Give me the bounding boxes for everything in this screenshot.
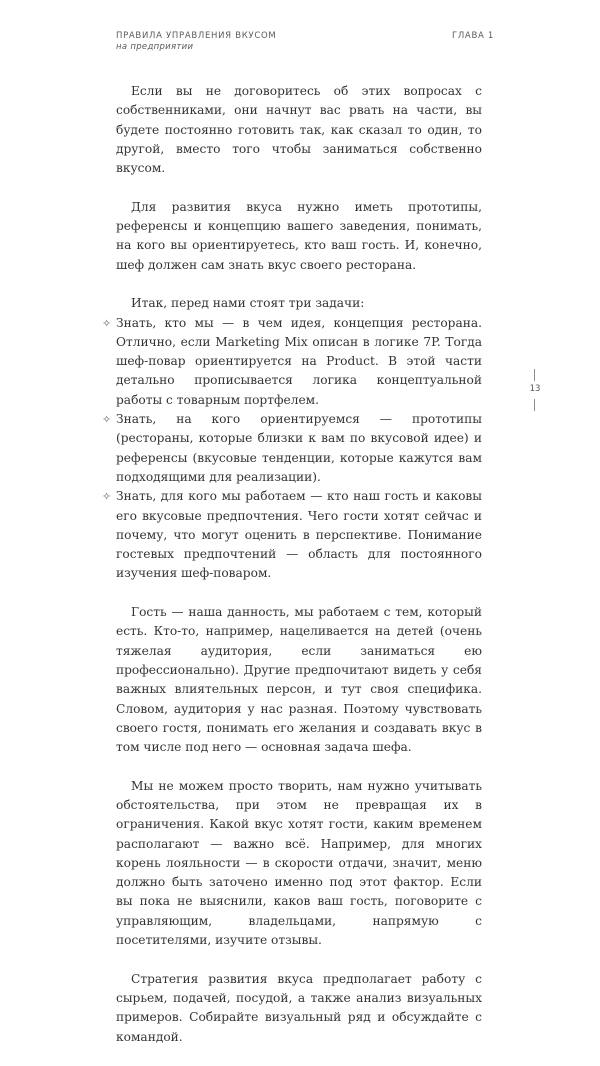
tasks-list bbox=[102, 314, 482, 584]
list-item bbox=[102, 314, 482, 410]
diamond-bullet-icon: ✧ bbox=[102, 316, 112, 330]
list-item-text: Знать, кто мы — в чем идея, концепция ресторана. Отлично, если Marketing Mix описан в логике 7P. Тогда шеф-повар ориентируется на Product. В этой части детально прописывается логика концептуальной работы с товарным портфелем. bbox=[116, 315, 482, 407]
page-number-marker bbox=[529, 369, 549, 429]
book-title: ПРАВИЛА УПРАВЛЕНИЯ ВКУСОМ bbox=[116, 31, 277, 41]
running-head bbox=[116, 31, 494, 61]
list-item-text: Знать, для кого мы работаем — кто наш гость и каковы его вкусовые предпочтения. Чего гости хотят сейчас и почему, что могут оценить в перспективе. Понимание гостевых предпочтений — область для постоянного изучения шеф-поваром. bbox=[116, 489, 482, 581]
tasks-intro: Итак, перед нами стоят три задачи: bbox=[131, 296, 365, 311]
list-item bbox=[102, 487, 482, 583]
paragraph: Гость — наша данность, мы работаем с тем, который есть. Кто-то, например, нацеливается на детей (очень тяжелая аудитория, если заниматься ею профессионально). Другие предпочитают видеть у себя важных влиятельных персон, и тут своя специфика. Словом, аудитория у нас разная. Поэтому чувствовать своего гостя, понимать его желания и создавать вкус в том числе под него — основная задача шефа. bbox=[116, 605, 482, 755]
page-body bbox=[102, 82, 482, 1066]
list-item bbox=[102, 410, 482, 487]
paragraph: Мы не можем просто творить, нам нужно учитывать обстоятельства, при этом не превращая их в ограничения. Какой вкус хотят гости, каким временем располагают — важно всё. Например, для многих корень лояльности — в скорости отдачи, значит, меню должно быть заточено именно под этот фактор. Если вы пока не выяснили, каков ваш гость, поговорите с управляющим, владельцами, напрямую с посетителями, изучите отзывы. bbox=[116, 778, 482, 948]
page-number: 13 bbox=[529, 384, 541, 394]
diamond-bullet-icon: ✧ bbox=[102, 490, 112, 504]
paragraph: Если вы не договоритесь об этих вопросах с собственниками, они начнут вас рвать на части, вы будете постоянно готовить так, как сказал то один, то другой, вместо того чтобы заниматься собственно вкусом. bbox=[116, 84, 482, 176]
paragraph: Стратегия развития вкуса предполагает работу с сырьем, подачей, посудой, а также анализ визуальных примеров. Собирайте визуальный ряд и обсуждайте с командой. bbox=[116, 971, 482, 1044]
divider bbox=[534, 369, 535, 381]
list-item-text: Знать, на кого ориентируемся — прототипы (рестораны, которые близки к вам по вкусовой идее) и референсы (вкусовые тенденции, которые кажутся вам подходящими для реализации). bbox=[116, 412, 482, 484]
chapter-label: ГЛАВА 1 bbox=[451, 31, 494, 41]
paragraph: Для развития вкуса нужно иметь прототипы, референсы и концепцию вашего заведения, понимать, на кого вы ориентируетесь, кто ваш гость. И, конечно, шеф должен сам знать вкус своего ресторана. bbox=[116, 199, 482, 272]
book-subtitle: на предприятии bbox=[116, 42, 194, 52]
diamond-bullet-icon: ✧ bbox=[102, 413, 112, 427]
divider bbox=[534, 399, 535, 411]
